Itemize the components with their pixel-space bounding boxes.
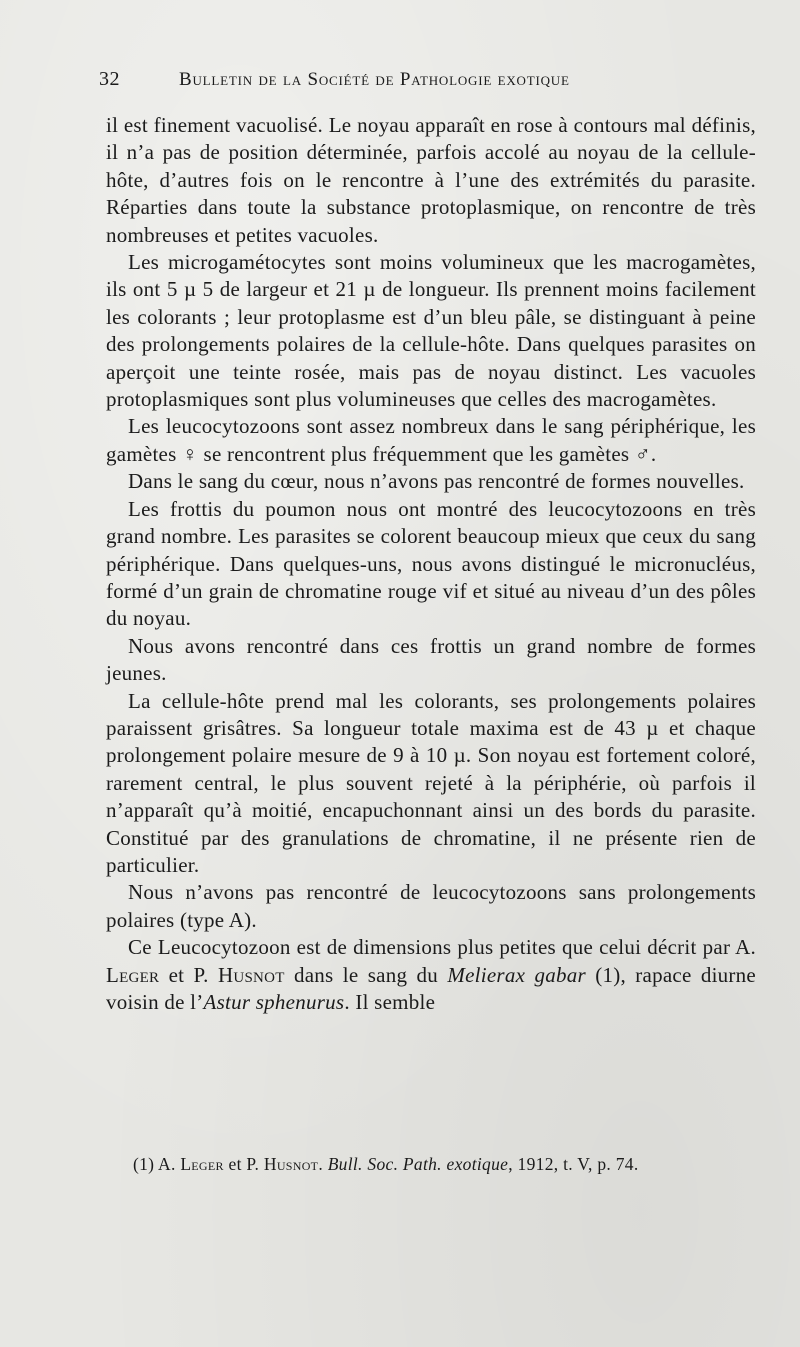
footnote [133, 1152, 753, 1176]
author-name: Husnot [217, 962, 285, 987]
footnote-marker: (1) A. [133, 1154, 181, 1174]
paragraph: Les leucocytozoons sont assez nombreux dans le sang périphérique, les gamètes ♀ se rencontrent plus fréquemment que les gamètes ♂. [106, 414, 756, 466]
text-run: , 1912, t. V, p. 74. [508, 1154, 639, 1174]
paragraph: Dans le sang du cœur, nous n’avons pas rencontré de formes nouvelles. [128, 469, 745, 494]
paragraph: Les microgamétocytes sont moins volumineux que les macrogamètes, ils ont 5 µ 5 de largeur et 21 µ de longueur. Ils prennent moins facilement les colorants ; leur protoplasme est d’un bleu pâle, se distinguant à peine des prolongements polaires de la cellule-hôte. Dans quelques parasites on aperçoit une teinte rosée, mais pas de noyau distinct. Les vacuoles protoplasmiques sont plus volumineuses que celles des macrogamètes. [106, 250, 756, 412]
running-title: Bulletin de la Société de Pathologie exotique [179, 69, 570, 90]
text-run: . [318, 1154, 328, 1174]
paragraph-last [106, 934, 756, 1016]
paragraph: La cellule-hôte prend mal les colorants, ses prolongements polaires paraissent grisâtres. Sa longueur totale maxima est de 43 µ et chaque prolongement polaire mesure de 9 à 10 µ. Son noyau est fortement coloré, rarement central, le plus souvent rejeté à la périphérie, où parfois il n’apparaît qu’à moitié, encapuchonnant ainsi un des bords du parasite. Constitué par des granulations de chromatine, il ne présente rien de particulier. [106, 688, 756, 877]
author-name: Leger [106, 962, 160, 987]
journal-title: Bull. Soc. Path. exotique [327, 1154, 509, 1174]
page-number: 32 [99, 68, 120, 90]
text-run: dans le sang du [284, 962, 448, 987]
page-header [99, 68, 659, 96]
species-name: Melierax gabar [447, 962, 586, 987]
text-run: et P. [223, 1154, 264, 1174]
paragraph: il est finement vacuolisé. Le noyau apparaît en rose à contours mal définis, il n’a pas de position déterminée, parfois accolé au noyau de la cellule-hôte, d’autres fois on le rencontre à l’une des extrémités du parasite. Réparties dans toute la substance protoplasmique, on rencontre de très nombreuses et petites vacuoles. [106, 113, 756, 247]
text-run: Ce Leucocytozoon est de dimensions plus petites que celui décrit par A. [128, 935, 756, 960]
text-run: et P. [159, 962, 218, 987]
author-name: Husnot [263, 1154, 319, 1174]
paragraph: Les frottis du poumon nous ont montré des leucocytozoons en très grand nombre. Les parasites se colorent beaucoup mieux que ceux du sang périphérique. Dans quelques-uns, nous avons distingué le micronucléus, formé d’un grain de chromatine rouge vif et situé au niveau d’un des pôles du noyau. [106, 496, 756, 631]
body-text [106, 112, 756, 1016]
species-name: Astur sphenurus [203, 990, 345, 1014]
author-name: Leger [180, 1154, 224, 1174]
paragraph: Nous avons rencontré dans ces frottis un grand nombre de formes jeunes. [106, 633, 756, 686]
text-run: . Il semble [344, 990, 436, 1014]
paragraph: Nous n’avons pas rencontré de leucocytozoons sans prolongements polaires (type A). [106, 880, 756, 932]
text-run: (1), rapace diurne voisin de l’ [106, 962, 756, 1014]
